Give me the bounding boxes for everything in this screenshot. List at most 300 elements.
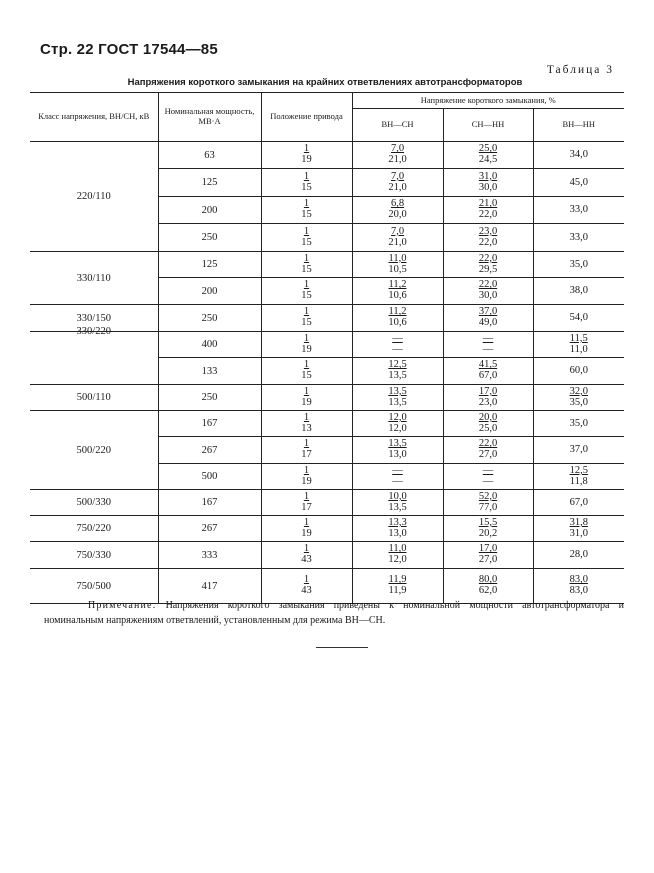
sn-nn-cell-line: 17,0: [478, 385, 498, 397]
tap-position-cell-line: 1: [303, 170, 310, 182]
sn-nn-cell-line: 17,0: [478, 543, 498, 555]
vn-nn-cell: [533, 224, 624, 252]
vn-nn-cell: [533, 169, 624, 197]
sn-nn-cell-line: 27,0: [478, 554, 498, 565]
sn-nn-cell-values: [479, 492, 497, 513]
tap-position-cell-line: 1: [303, 143, 310, 155]
vn-sn-cell-line: 6,8: [390, 198, 405, 210]
tap-position-cell-line: 17: [301, 449, 312, 460]
voltage-class-label: 500/220: [76, 444, 111, 456]
tap-position-cell-values: [301, 144, 312, 165]
vn-nn-cell: [533, 358, 624, 385]
vn-nn-cell-values: [570, 550, 588, 561]
voltage-class-label: 750/330: [76, 549, 111, 561]
vn-sn-cell-values: [388, 492, 406, 513]
sn-nn-cell-line: 15,5: [478, 516, 498, 528]
vn-nn-cell: [533, 490, 624, 516]
tap-position-cell: [261, 278, 352, 305]
rated-power-cell: 267: [158, 516, 261, 542]
vn-sn-cell-values: [388, 439, 406, 460]
tap-position-cell: [261, 358, 352, 385]
tap-position-cell: [261, 169, 352, 197]
vn-sn-cell: [352, 197, 443, 224]
sn-nn-cell-line: 22,0: [478, 438, 498, 450]
vn-nn-cell-line: 38,0: [569, 285, 588, 297]
vn-nn-cell: [533, 332, 624, 358]
tap-position-cell-line: 1: [303, 490, 310, 502]
tap-position-cell-line: 1: [303, 359, 310, 371]
voltage-class-cell: [30, 516, 158, 542]
table-title: Напряжения короткого замыкания на крайних ответвлениях автотрансформаторов: [127, 77, 523, 88]
vn-sn-cell: [352, 490, 443, 516]
tap-position-cell: [261, 224, 352, 252]
tap-position-cell-values: [301, 387, 312, 408]
vn-nn-cell: [533, 305, 624, 332]
table-row: [30, 385, 624, 411]
sn-nn-cell: [443, 197, 533, 224]
header-short-circuit-group: Напряжение короткого замыкания, %: [352, 93, 624, 109]
tap-position-cell-line: 19: [301, 343, 312, 355]
vn-sn-cell-line: 11,2: [388, 306, 407, 318]
voltage-class-label: 330/150: [76, 312, 111, 324]
vn-sn-cell-line: 11,0: [388, 543, 407, 555]
vn-sn-cell-line: 21,0: [388, 181, 407, 193]
vn-sn-cell-line: 12,5: [388, 359, 407, 371]
voltage-class-cell: [30, 542, 158, 569]
vn-nn-cell-values: [570, 233, 588, 244]
tap-position-cell: [261, 411, 352, 437]
vn-sn-cell-values: [388, 144, 406, 165]
tap-position-cell-values: [301, 492, 312, 513]
vn-sn-cell: [352, 464, 443, 490]
vn-nn-cell: [533, 437, 624, 464]
rated-power-cell: 250: [158, 224, 261, 252]
tap-position-cell-values: [301, 254, 312, 275]
vn-nn-cell-line: 83,0: [569, 574, 588, 586]
rated-power-cell: 400: [158, 332, 261, 358]
tap-position-cell-line: 13: [301, 422, 312, 434]
sn-nn-cell-values: [479, 360, 497, 381]
vn-nn-cell-line: 67,0: [569, 496, 588, 508]
sn-nn-cell-values: [479, 144, 497, 165]
vn-nn-cell-line: 11,8: [569, 475, 588, 487]
sn-nn-cell-values: [483, 334, 494, 355]
vn-nn-cell-line: 35,0: [569, 258, 588, 270]
tap-position-cell: [261, 516, 352, 542]
vn-nn-cell-line: 32,0: [569, 385, 588, 397]
header-sn-nn: СН—НН: [443, 109, 533, 142]
tap-position-cell: [261, 542, 352, 569]
vn-sn-cell-line: 10,6: [388, 290, 407, 301]
table-row: [30, 490, 624, 516]
vn-nn-cell-values: [570, 178, 588, 189]
tap-position-cell: [261, 332, 352, 358]
rated-power-cell: 200: [158, 278, 261, 305]
sn-nn-cell-line: 22,0: [478, 236, 498, 248]
vn-sn-cell-line: 13,5: [388, 501, 407, 513]
vn-sn-cell-line: 7,0: [390, 143, 405, 155]
vn-nn-cell: [533, 278, 624, 305]
vn-sn-cell-line: 10,0: [388, 490, 407, 502]
vn-nn-cell-values: [570, 518, 588, 539]
sn-nn-cell-values: [479, 518, 497, 539]
sn-nn-cell-values: [479, 413, 497, 434]
sn-nn-cell-line: 20,0: [478, 411, 498, 423]
sn-nn-cell-values: [479, 387, 497, 408]
vn-nn-cell-line: 83,0: [569, 585, 588, 596]
tap-position-cell-line: 15: [301, 209, 312, 220]
sn-nn-cell-values: [479, 575, 497, 596]
tap-position-cell-line: 19: [301, 527, 312, 539]
vn-nn-cell: [533, 411, 624, 437]
tap-position-cell-line: 1: [303, 332, 310, 344]
header-vn-sn: ВН—СН: [352, 109, 443, 142]
vn-sn-cell-values: [388, 280, 406, 301]
sn-nn-cell: [443, 464, 533, 490]
tap-position-cell-line: 15: [301, 290, 312, 301]
vn-nn-cell: [533, 142, 624, 169]
vn-sn-cell: [352, 252, 443, 278]
vn-sn-cell-line: 13,5: [388, 370, 407, 381]
page-header: Стр. 22 ГОСТ 17544—85: [40, 41, 218, 58]
sn-nn-cell-line: 41,5: [478, 359, 498, 371]
sn-nn-cell-line: 37,0: [478, 306, 498, 318]
sn-nn-cell-line: 67,0: [478, 370, 498, 381]
sn-nn-cell: [443, 358, 533, 385]
short-circuit-voltage-table: [30, 92, 624, 604]
tap-position-cell-line: 1: [303, 225, 310, 237]
vn-nn-cell-line: 11,5: [569, 332, 588, 344]
tap-position-cell: [261, 305, 352, 332]
vn-sn-cell: [352, 516, 443, 542]
vn-nn-cell-line: 34,0: [569, 149, 588, 161]
vn-sn-cell-line: 12,0: [388, 411, 407, 423]
vn-nn-cell-values: [570, 313, 588, 324]
header-tap-position: Положение привода: [261, 93, 352, 142]
vn-sn-cell: [352, 169, 443, 197]
vn-sn-cell-values: [388, 360, 406, 381]
vn-sn-cell-line: 11,9: [388, 574, 407, 586]
tap-position-cell-values: [301, 575, 312, 596]
voltage-class-cell: [30, 252, 158, 305]
vn-nn-cell-line: 33,0: [569, 231, 588, 243]
sn-nn-cell: [443, 252, 533, 278]
vn-sn-cell-values: [392, 466, 403, 487]
vn-nn-cell: [533, 197, 624, 224]
vn-sn-cell-line: 13,0: [388, 527, 407, 539]
rated-power-cell: 250: [158, 305, 261, 332]
vn-nn-cell-values: [570, 260, 588, 271]
sn-nn-cell-line: 52,0: [478, 490, 498, 502]
vn-nn-cell: [533, 542, 624, 569]
vn-nn-cell-line: 11,0: [569, 343, 588, 355]
rated-power-cell: 200: [158, 197, 261, 224]
voltage-class-cell: [30, 326, 158, 385]
vn-sn-cell-line: 13,3: [388, 516, 407, 528]
sn-nn-cell-line: 77,0: [478, 501, 498, 513]
tap-position-cell-line: 1: [303, 574, 310, 586]
vn-nn-cell-values: [570, 150, 588, 161]
tap-position-cell-values: [301, 172, 312, 193]
vn-nn-cell-values: [570, 575, 588, 596]
tap-position-cell-values: [301, 280, 312, 301]
vn-nn-cell-line: 37,0: [569, 444, 588, 456]
tap-position-cell-line: 1: [303, 385, 310, 397]
vn-sn-cell: [352, 224, 443, 252]
sn-nn-cell-values: [479, 199, 497, 220]
vn-nn-cell-line: 35,0: [569, 417, 588, 429]
sn-nn-cell: [443, 542, 533, 569]
sn-nn-cell-line: 20,2: [478, 527, 498, 539]
vn-sn-cell: [352, 542, 443, 569]
table-row: [30, 411, 624, 437]
sn-nn-cell-line: 62,0: [478, 585, 498, 596]
sn-nn-cell-line: 22,0: [478, 252, 498, 264]
vn-nn-cell-line: 28,0: [569, 549, 588, 561]
vn-sn-cell: [352, 278, 443, 305]
sn-nn-cell-line: 25,0: [478, 422, 498, 434]
voltage-class-label: 330/110: [76, 272, 111, 284]
voltage-class-cell: [30, 490, 158, 516]
vn-sn-cell: [352, 385, 443, 411]
header-vn-nn: ВН—НН: [533, 109, 624, 142]
sn-nn-cell-line: 21,0: [478, 198, 498, 210]
tap-position-cell-line: 17: [301, 501, 312, 513]
vn-nn-cell-values: [570, 286, 588, 297]
vn-sn-cell-line: 7,0: [390, 170, 405, 182]
tap-position-cell: [261, 385, 352, 411]
vn-nn-cell-line: 12,5: [569, 464, 588, 476]
voltage-class-cell: [30, 411, 158, 490]
vn-sn-cell-line: 11,2: [388, 279, 407, 291]
sn-nn-cell-line: 30,0: [478, 181, 498, 193]
tap-position-cell-values: [301, 334, 312, 355]
vn-sn-cell-line: —: [392, 475, 403, 487]
vn-sn-cell-values: [388, 544, 406, 565]
tap-position-cell-values: [301, 518, 312, 539]
rated-power-cell: 333: [158, 542, 261, 569]
sn-nn-cell-line: 23,0: [478, 396, 498, 408]
tap-position-cell-line: 1: [303, 411, 310, 423]
sn-nn-cell-line: 22,0: [478, 279, 498, 291]
vn-sn-cell-line: —: [392, 343, 403, 355]
sn-nn-cell-line: 25,0: [478, 143, 498, 155]
sn-nn-cell-values: [479, 439, 497, 460]
vn-sn-cell-values: [388, 518, 406, 539]
vn-nn-cell: [533, 464, 624, 490]
tap-position-cell: [261, 197, 352, 224]
note-text: Напряжения короткого замыкания приведены к номинальной мощности автотрансформатора и номинальным напряжениям ответвлений, установленным для режима ВН—СН.: [44, 600, 624, 626]
vn-sn-cell-line: 12,0: [388, 422, 407, 434]
table-row: [30, 332, 624, 358]
tap-position-cell-values: [301, 466, 312, 487]
sn-nn-cell-values: [479, 227, 497, 248]
vn-sn-cell-line: 13,0: [388, 449, 407, 460]
tap-position-cell: [261, 252, 352, 278]
vn-nn-cell-line: 31,0: [569, 527, 588, 539]
rated-power-cell: 250: [158, 385, 261, 411]
sn-nn-cell: [443, 385, 533, 411]
tap-position-cell-values: [301, 227, 312, 248]
vn-nn-cell-values: [570, 334, 588, 355]
sn-nn-cell-values: [479, 254, 497, 275]
rated-power-cell: 417: [158, 569, 261, 604]
tap-position-cell-values: [301, 307, 312, 328]
tap-position-cell-line: 43: [301, 554, 312, 565]
vn-nn-cell-values: [570, 387, 588, 408]
vn-sn-cell-line: 13,5: [388, 438, 407, 450]
vn-sn-cell-line: 13,5: [388, 396, 407, 408]
vn-sn-cell-line: —: [392, 332, 403, 344]
vn-sn-cell-line: 20,0: [388, 209, 407, 220]
vn-sn-cell-values: [388, 307, 406, 328]
sn-nn-cell-values: [479, 307, 497, 328]
vn-nn-cell-values: [570, 419, 588, 430]
vn-sn-cell: [352, 305, 443, 332]
sn-nn-cell-values: [479, 544, 497, 565]
tap-position-cell-line: 1: [303, 464, 310, 476]
vn-nn-cell-line: 33,0: [569, 204, 588, 216]
sn-nn-cell: [443, 437, 533, 464]
sn-nn-cell-line: 30,0: [478, 290, 498, 301]
sn-nn-cell-values: [479, 280, 497, 301]
tap-position-cell-values: [301, 439, 312, 460]
vn-sn-cell-line: 12,0: [388, 554, 407, 565]
vn-nn-cell: [533, 516, 624, 542]
tap-position-cell: [261, 437, 352, 464]
vn-nn-cell-values: [570, 366, 588, 377]
tap-position-cell-line: 43: [301, 585, 312, 596]
vn-sn-cell-values: [388, 172, 406, 193]
vn-sn-cell-line: 21,0: [388, 154, 407, 165]
sn-nn-cell: [443, 278, 533, 305]
vn-nn-cell-line: 54,0: [569, 312, 588, 324]
vn-nn-cell-line: 31,8: [569, 516, 588, 528]
vn-nn-cell-line: 60,0: [569, 365, 588, 377]
voltage-class-cell: [30, 142, 158, 252]
tap-position-cell: [261, 490, 352, 516]
table-row: [30, 542, 624, 569]
rated-power-cell: 167: [158, 411, 261, 437]
vn-nn-cell-line: 35,0: [569, 396, 588, 408]
vn-sn-cell-values: [392, 334, 403, 355]
tap-position-cell-line: 19: [301, 396, 312, 408]
sn-nn-cell: [443, 332, 533, 358]
tap-position-cell-line: 15: [301, 236, 312, 248]
note-lead: Примечание.: [88, 600, 157, 611]
vn-sn-cell: [352, 142, 443, 169]
tap-position-cell-values: [301, 544, 312, 565]
vn-sn-cell: [352, 332, 443, 358]
vn-nn-cell: [533, 252, 624, 278]
tap-position-cell-line: 1: [303, 198, 310, 210]
vn-sn-cell-line: —: [392, 464, 403, 476]
rated-power-cell: 267: [158, 437, 261, 464]
table-label: Таблица 3: [546, 64, 614, 76]
rated-power-cell: 133: [158, 358, 261, 385]
table-note: [44, 598, 624, 628]
vn-sn-cell-values: [388, 413, 406, 434]
vn-sn-cell-line: 21,0: [388, 236, 407, 248]
tap-position-cell-values: [301, 199, 312, 220]
sn-nn-cell-line: 49,0: [478, 317, 498, 328]
vn-nn-cell-values: [570, 498, 588, 509]
sn-nn-cell-line: 80,0: [478, 574, 498, 586]
table-row: [30, 252, 624, 278]
vn-sn-cell: [352, 358, 443, 385]
sn-nn-cell: [443, 411, 533, 437]
voltage-class-label: 220/110: [76, 191, 111, 202]
tap-position-cell-line: 15: [301, 370, 312, 381]
voltage-class-label: 750/220: [76, 523, 111, 534]
tap-position-cell: [261, 464, 352, 490]
rated-power-cell: 125: [158, 252, 261, 278]
voltage-class-label: 500/330: [76, 497, 111, 508]
tap-position-cell-line: 1: [303, 438, 310, 450]
table-row: [30, 516, 624, 542]
sn-nn-cell-line: 29,5: [478, 263, 498, 275]
rated-power-cell: 167: [158, 490, 261, 516]
tap-position-cell-line: 1: [303, 543, 310, 555]
vn-sn-cell-values: [388, 227, 406, 248]
tap-position-cell-values: [301, 360, 312, 381]
rated-power-cell: 500: [158, 464, 261, 490]
voltage-class-label: 500/110: [76, 392, 111, 403]
vn-sn-cell-line: 11,9: [388, 585, 407, 596]
header-voltage-class: Класс напряжения, ВН/СН, кВ: [30, 93, 158, 142]
rated-power-cell: 63: [158, 142, 261, 169]
vn-nn-cell: [533, 385, 624, 411]
tap-position-cell-line: 19: [301, 154, 312, 165]
vn-nn-cell-values: [570, 445, 588, 456]
voltage-class-label: 330/220: [76, 326, 111, 337]
vn-nn-cell-line: 45,0: [569, 176, 588, 188]
vn-sn-cell-line: 13,5: [388, 385, 407, 397]
vn-nn-cell-values: [570, 205, 588, 216]
tap-position-cell-line: 1: [303, 516, 310, 528]
vn-sn-cell-line: 11,0: [388, 252, 407, 264]
table-body: [30, 142, 624, 604]
end-rule: [316, 647, 368, 648]
tap-position-cell-line: 1: [303, 306, 310, 318]
sn-nn-cell-line: —: [482, 464, 494, 476]
vn-sn-cell-values: [388, 254, 406, 275]
sn-nn-cell: [443, 224, 533, 252]
voltage-class-cell: [30, 385, 158, 411]
tap-position-cell-line: 1: [303, 279, 310, 291]
sn-nn-cell-values: [483, 466, 494, 487]
tap-position-cell: [261, 142, 352, 169]
vn-sn-cell-line: 10,5: [388, 263, 407, 275]
sn-nn-cell: [443, 142, 533, 169]
vn-sn-cell-values: [388, 199, 406, 220]
vn-sn-cell: [352, 437, 443, 464]
tap-position-cell-line: 15: [301, 181, 312, 193]
tap-position-cell-line: 1: [303, 252, 310, 264]
tap-position-cell-line: 19: [301, 475, 312, 487]
sn-nn-cell: [443, 516, 533, 542]
sn-nn-cell-line: —: [482, 475, 494, 487]
sn-nn-cell: [443, 305, 533, 332]
voltage-class-label: 750/500: [76, 580, 111, 592]
tap-position-cell-values: [301, 413, 312, 434]
sn-nn-cell: [443, 169, 533, 197]
rated-power-cell: 125: [158, 169, 261, 197]
sn-nn-cell-line: 24,5: [478, 154, 498, 165]
sn-nn-cell-values: [479, 172, 497, 193]
vn-nn-cell-values: [570, 466, 588, 487]
header-rated-power: Номинальная мощность, МВ·А: [158, 93, 261, 142]
